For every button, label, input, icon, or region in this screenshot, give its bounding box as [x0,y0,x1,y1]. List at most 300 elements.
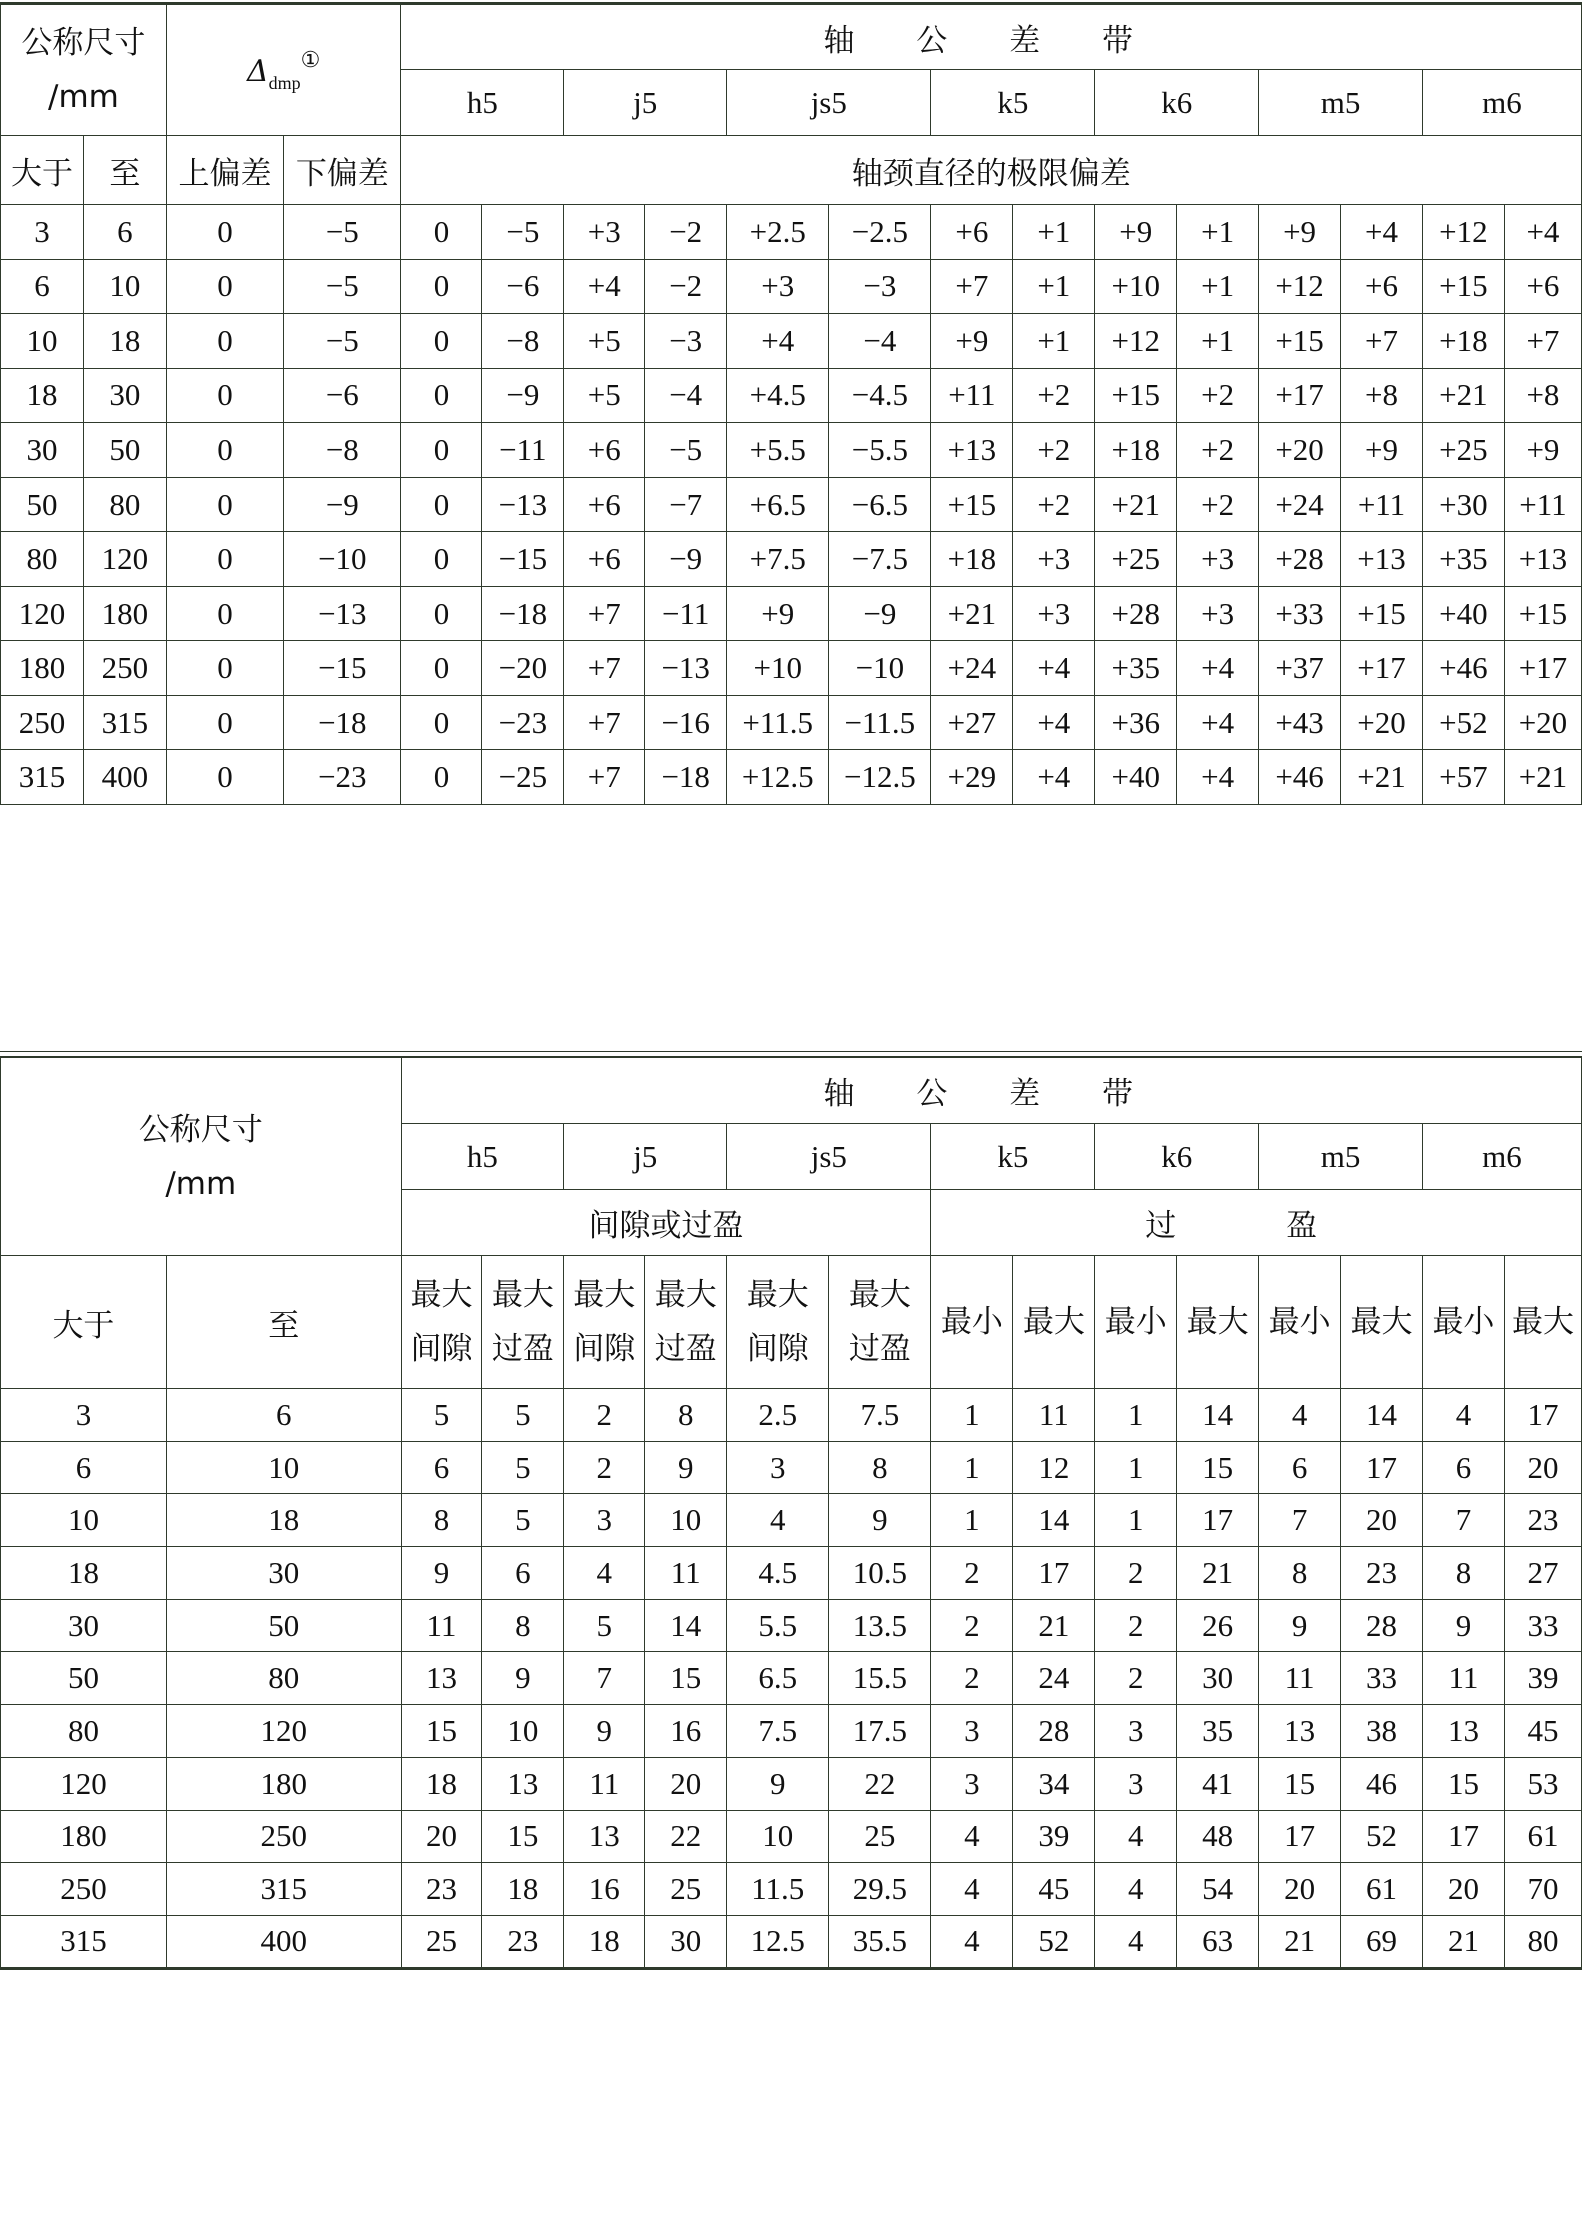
table-cell: 13 [1422,1705,1504,1758]
table-cell: −6 [482,259,564,314]
table-cell: +5.5 [727,423,829,478]
fit-col-header: 最小 [1259,1256,1341,1389]
table-cell: +24 [931,641,1013,696]
table-cell: −2.5 [829,205,931,260]
table-cell: +35 [1095,641,1177,696]
table-cell: 0 [166,314,283,369]
table-cell: +21 [931,586,1013,641]
table-cell: +18 [1422,314,1504,369]
table-cell: 10 [1,1494,167,1547]
table-cell: 80 [166,1652,401,1705]
table-cell: +43 [1259,695,1341,750]
table-cell: 18 [482,1863,564,1916]
table-cell: +5 [564,368,645,423]
table-cell: +6 [931,205,1013,260]
table-cell: 54 [1177,1863,1259,1916]
table-cell: 28 [1341,1599,1423,1652]
table-cell: +11 [1504,477,1581,532]
table-cell: −11 [482,423,564,478]
zone-j5: j5 [564,70,727,136]
table-cell: −10 [284,532,401,587]
table-cell: 11 [645,1547,727,1600]
table-cell: −4.5 [829,368,931,423]
table-row [1,750,1582,805]
table-cell: +17 [1504,641,1581,696]
table-cell: 10 [727,1810,829,1863]
table-cell: 5 [482,1389,564,1442]
table-cell: 5 [482,1494,564,1547]
table-cell: −10 [829,641,931,696]
table-cell: −7.5 [829,532,931,587]
table-cell: +18 [931,532,1013,587]
table-cell: 120 [1,586,84,641]
table-row [1,586,1582,641]
table-cell: 0 [401,423,482,478]
table-cell: 3 [1095,1705,1177,1758]
table-cell: −16 [645,695,727,750]
table-cell: −5 [482,205,564,260]
table-cell: +12 [1422,205,1504,260]
table-cell: 15 [1259,1757,1341,1810]
table-cell: −5 [645,423,727,478]
table-cell: +9 [1259,205,1341,260]
table-cell: 50 [1,1652,167,1705]
table-cell: 2 [931,1652,1013,1705]
table-cell: 11 [1422,1652,1504,1705]
zone-m6-2: m6 [1422,1124,1581,1190]
table-cell: 4 [1095,1810,1177,1863]
table-cell: 400 [83,750,166,805]
table-cell: −23 [482,695,564,750]
table-cell: 180 [1,641,84,696]
table-cell: +17 [1341,641,1423,696]
shaft-deviation-body [1,205,1582,805]
table-cell: 5 [564,1599,645,1652]
table-cell: +52 [1422,695,1504,750]
table-cell: 23 [401,1863,482,1916]
table-cell: 30 [166,1547,401,1600]
table-cell: 3 [931,1705,1013,1758]
table-cell: +20 [1259,423,1341,478]
table-cell: +9 [1504,423,1581,478]
table-cell: 4 [564,1547,645,1600]
table-cell: −9 [829,586,931,641]
table-cell: 17 [1259,1810,1341,1863]
table-row [1,1599,1582,1652]
table-cell: +24 [1259,477,1341,532]
table-cell: +2 [1177,368,1259,423]
table-cell: 7.5 [829,1389,931,1442]
table-cell: 0 [166,477,283,532]
table-cell: +3 [1013,532,1095,587]
table-row [1,205,1582,260]
table-cell: +17 [1259,368,1341,423]
zone-js5-2: js5 [727,1124,931,1190]
table-cell: 18 [166,1494,401,1547]
table-cell: 17 [1422,1810,1504,1863]
table-cell: +1 [1177,314,1259,369]
table-cell: +10 [1095,259,1177,314]
delta-symbol: Δ [246,53,269,89]
tolerance-zone-title-2: 轴 公 差 带 [401,1058,1581,1124]
table-cell: 4 [1095,1915,1177,1968]
table-cell: 120 [1,1757,167,1810]
table-cell: +2 [1177,477,1259,532]
table-cell: 21 [1422,1915,1504,1968]
table-cell: 7.5 [727,1705,829,1758]
fit-clearance-table [0,1057,1582,1970]
table-cell: +1 [1013,205,1095,260]
table-cell: 21 [1259,1915,1341,1968]
table-cell: 16 [564,1863,645,1916]
table-cell: 0 [401,532,482,587]
table-cell: 27 [1504,1547,1581,1600]
table-cell: 250 [1,1863,167,1916]
table-cell: 7 [564,1652,645,1705]
table-cell: 250 [1,695,84,750]
table-cell: 52 [1013,1915,1095,1968]
table-cell: 15 [645,1652,727,1705]
table-cell: 30 [1,423,84,478]
nominal-size-header-2 [1,1058,402,1256]
table-cell: 0 [401,205,482,260]
table-cell: −8 [284,423,401,478]
table-cell: 2 [931,1599,1013,1652]
table-cell: +15 [1504,586,1581,641]
table-cell: 39 [1504,1652,1581,1705]
fit-clearance-body [1,1389,1582,1969]
table-cell: 120 [83,532,166,587]
table-cell: 11 [401,1599,482,1652]
table-cell: 80 [1504,1915,1581,1968]
table-cell: −2 [645,259,727,314]
table-row [1,1705,1582,1758]
table-cell: +9 [1095,205,1177,260]
fit-col-header: 最大 过盈 [645,1256,727,1389]
table-cell: 3 [1,205,84,260]
table-cell: −5 [284,314,401,369]
table-cell: +21 [1341,750,1423,805]
table-cell: 34 [1013,1757,1095,1810]
table-cell: 0 [401,368,482,423]
table-cell: +8 [1341,368,1423,423]
table-cell: 30 [645,1915,727,1968]
zone-k5: k5 [931,70,1095,136]
table-cell: +4.5 [727,368,829,423]
fit-col-header: 最大 间隙 [564,1256,645,1389]
table-cell: 69 [1341,1915,1423,1968]
table-cell: 17 [1504,1389,1581,1442]
table-cell: 9 [727,1757,829,1810]
table-cell: 80 [1,532,84,587]
fit-col-header: 最大 间隙 [727,1256,829,1389]
upto-header-2: 至 [166,1256,401,1389]
table-cell: 29.5 [829,1863,931,1916]
table-cell: 22 [829,1757,931,1810]
table-cell: +13 [931,423,1013,478]
table-cell: 18 [1,368,84,423]
table-cell: +4 [1013,750,1095,805]
table-cell: +4 [727,314,829,369]
table-cell: 5 [401,1389,482,1442]
table-cell: 35 [1177,1705,1259,1758]
table-cell: +29 [931,750,1013,805]
table-cell: 6 [1422,1441,1504,1494]
fit-col-header: 最大 [1013,1256,1095,1389]
table-cell: +6 [1504,259,1581,314]
table-cell: 8 [401,1494,482,1547]
table-cell: 30 [83,368,166,423]
fit-col-header: 最小 [1422,1256,1504,1389]
table-cell: 35.5 [829,1915,931,1968]
table-cell: 18 [1,1547,167,1600]
table-cell: +40 [1422,586,1504,641]
table-cell: 61 [1341,1863,1423,1916]
table-cell: −18 [284,695,401,750]
table-cell: −20 [482,641,564,696]
fit-col-header: 最大 过盈 [482,1256,564,1389]
table-cell: +2 [1013,368,1095,423]
table-cell: 14 [1341,1389,1423,1442]
table-cell: −13 [482,477,564,532]
table-cell: +4 [1013,641,1095,696]
table-cell: 25 [829,1810,931,1863]
table-cell: +12 [1259,259,1341,314]
table-cell: +15 [1259,314,1341,369]
table-cell: 1 [931,1494,1013,1547]
table-cell: −6.5 [829,477,931,532]
table-cell: 38 [1341,1705,1423,1758]
table-cell: −3 [829,259,931,314]
table-row [1,1757,1582,1810]
table-cell: +46 [1422,641,1504,696]
table-row [1,423,1582,478]
table-cell: 10 [645,1494,727,1547]
table-cell: +4 [1177,750,1259,805]
table-cell: 50 [166,1599,401,1652]
zone-h5: h5 [401,70,564,136]
table-cell: −7 [645,477,727,532]
table-cell: 48 [1177,1810,1259,1863]
table-cell: 180 [83,586,166,641]
table-cell: 18 [401,1757,482,1810]
table-cell: −4 [645,368,727,423]
table-cell: 9 [645,1441,727,1494]
table-cell: +2 [1013,477,1095,532]
table-cell: +1 [1177,205,1259,260]
table-cell: +3 [564,205,645,260]
table-cell: −11.5 [829,695,931,750]
table-cell: 20 [1341,1494,1423,1547]
table-cell: −25 [482,750,564,805]
table-cell: −4 [829,314,931,369]
table-cell: 6 [401,1441,482,1494]
table-cell: 15 [401,1705,482,1758]
table-cell: −12.5 [829,750,931,805]
table-cell: +9 [931,314,1013,369]
tolerance-zone-title: 轴 公 差 带 [401,4,1582,70]
table-cell: −23 [284,750,401,805]
table-cell: −5 [284,259,401,314]
table-cell: +3 [1177,532,1259,587]
table-row [1,1863,1582,1916]
table-cell: −15 [284,641,401,696]
table-cell: 46 [1341,1757,1423,1810]
table-cell: +7 [1504,314,1581,369]
table-cell: −18 [645,750,727,805]
fit-col-header: 最大 [1177,1256,1259,1389]
table-cell: 11 [1259,1652,1341,1705]
table-cell: +9 [1341,423,1423,478]
table-cell: 26 [1177,1599,1259,1652]
table-cell: +4 [1013,695,1095,750]
table-cell: +15 [1095,368,1177,423]
table-cell: 3 [1095,1757,1177,1810]
table-cell: 33 [1504,1599,1581,1652]
table-cell: 53 [1504,1757,1581,1810]
table-cell: 13 [401,1652,482,1705]
table-cell: 10 [1,314,84,369]
table-row [1,532,1582,587]
table-cell: +7 [564,641,645,696]
table-cell: −13 [645,641,727,696]
shaft-deviation-table [0,2,1582,805]
fit-col-header: 最大 过盈 [829,1256,931,1389]
table-cell: 315 [83,695,166,750]
table-cell: +11 [931,368,1013,423]
table-cell: 28 [1013,1705,1095,1758]
table-row [1,1494,1582,1547]
table-cell: +4 [1177,641,1259,696]
table-cell: 15.5 [829,1652,931,1705]
table-cell: 7 [1422,1494,1504,1547]
shaft-deviation-title: 轴颈直径的极限偏差 [401,136,1582,205]
table-cell: 0 [166,259,283,314]
table-cell: 9 [1422,1599,1504,1652]
table-row [1,1652,1582,1705]
table-cell: −5.5 [829,423,931,478]
table-cell: 2 [564,1441,645,1494]
table-cell: 2 [1095,1599,1177,1652]
table-cell: 0 [401,477,482,532]
table-cell: 14 [645,1599,727,1652]
table-cell: 16 [645,1705,727,1758]
table-cell: −18 [482,586,564,641]
table-cell: 9 [829,1494,931,1547]
table-cell: 3 [931,1757,1013,1810]
table-cell: 14 [1177,1389,1259,1442]
table-row [1,1389,1582,1442]
table-cell: 15 [1177,1441,1259,1494]
table-cell: 50 [1,477,84,532]
table-cell: 4 [1259,1389,1341,1442]
table-cell: +37 [1259,641,1341,696]
table-cell: −9 [482,368,564,423]
table-cell: 17 [1013,1547,1095,1600]
table-cell: +7 [564,750,645,805]
table-cell: 0 [166,750,283,805]
table-cell: 17.5 [829,1705,931,1758]
table-cell: +5 [564,314,645,369]
table-cell: 9 [401,1547,482,1600]
table-cell: 11.5 [727,1863,829,1916]
table-cell: 2 [564,1389,645,1442]
table-cell: −3 [645,314,727,369]
table-cell: +25 [1422,423,1504,478]
table-cell: +7 [564,586,645,641]
table-cell: 315 [1,750,84,805]
table-cell: 9 [482,1652,564,1705]
table-cell: 5.5 [727,1599,829,1652]
table-cell: 6 [482,1547,564,1600]
table-cell: −9 [284,477,401,532]
table-cell: −6 [284,368,401,423]
table-cell: 250 [83,641,166,696]
table-cell: −13 [284,586,401,641]
table-row [1,695,1582,750]
table-cell: 10 [166,1441,401,1494]
table-cell: 41 [1177,1757,1259,1810]
table-cell: 0 [166,532,283,587]
table-cell: +28 [1095,586,1177,641]
table-cell: 80 [1,1705,167,1758]
table-cell: 9 [564,1705,645,1758]
lower-deviation-header: 下偏差 [284,136,401,205]
table-cell: +6.5 [727,477,829,532]
table-cell: +25 [1095,532,1177,587]
table-cell: 13.5 [829,1599,931,1652]
upper-deviation-header: 上偏差 [166,136,283,205]
table-cell: 0 [401,586,482,641]
table-cell: +1 [1013,314,1095,369]
table-cell: 9 [1259,1599,1341,1652]
delta-dmp-header [166,4,401,136]
delta-subscript: dmp [268,72,301,93]
table-cell: 180 [166,1757,401,1810]
delta-footnote-mark: ① [300,46,321,72]
table-cell: 6 [1,1441,167,1494]
zone-k6: k6 [1095,70,1259,136]
table-cell: 3 [1,1389,167,1442]
nominal-size-unit: /mm [48,79,119,115]
table-cell: 25 [645,1863,727,1916]
table-cell: 33 [1341,1652,1423,1705]
table-cell: 0 [401,695,482,750]
table-cell: 3 [727,1441,829,1494]
table-cell: 39 [1013,1810,1095,1863]
nominal-size-header [1,4,167,136]
table-cell: 4 [727,1494,829,1547]
zone-j5-2: j5 [564,1124,727,1190]
fit-col-header: 最小 [931,1256,1013,1389]
table-cell: 2 [1095,1547,1177,1600]
table-cell: 0 [166,205,283,260]
table-cell: +8 [1504,368,1581,423]
zone-m5: m5 [1259,70,1423,136]
table-cell: 18 [564,1915,645,1968]
table-row [1,477,1582,532]
table-cell: 0 [401,314,482,369]
table-cell: 23 [1341,1547,1423,1600]
table-cell: 10.5 [829,1547,931,1600]
zone-m6: m6 [1422,70,1581,136]
table-cell: 63 [1177,1915,1259,1968]
table-cell: 6 [1259,1441,1341,1494]
table-cell: 4 [931,1810,1013,1863]
table-cell: +7.5 [727,532,829,587]
table-cell: 13 [564,1810,645,1863]
table-cell: +28 [1259,532,1341,587]
